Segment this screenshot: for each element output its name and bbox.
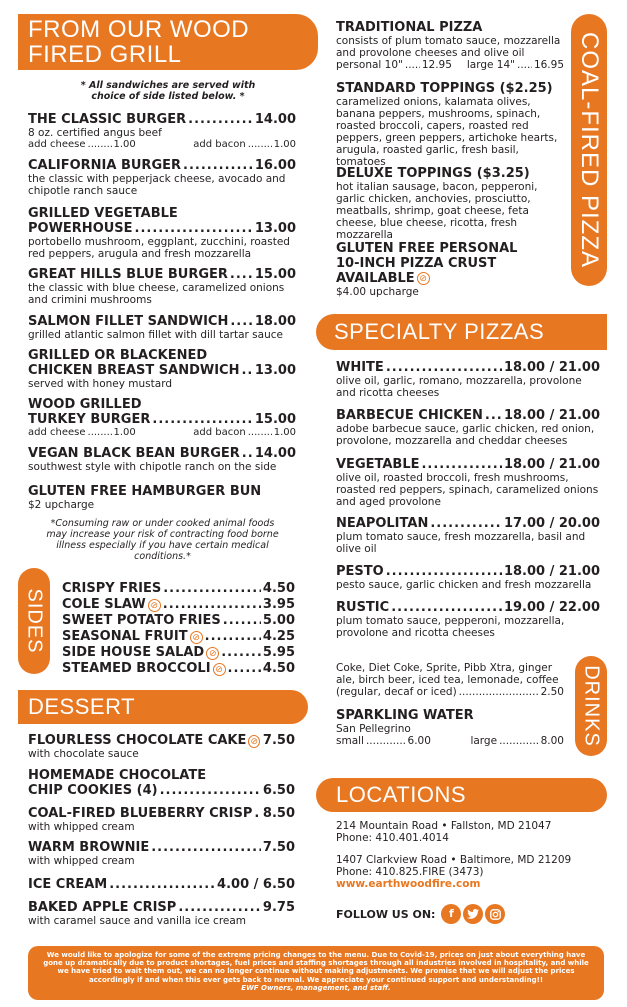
item-price: 18.00 / 21.00 <box>503 408 600 423</box>
sides-list <box>62 581 295 676</box>
menu-item-chicken-breast-sandwich <box>28 348 296 390</box>
item-name: HOMEMADE CHOCOLATE <box>28 768 207 783</box>
grill-note: * All sandwiches are served with choice of side listed below. * <box>80 80 256 102</box>
item-desc: caramelized onions, kalamata olives, banana peppers, mushrooms, spinach, roasted broccoli, capers, roasted red peppers, green peppers, artichoke hearts, arugula, roasted garlic, fresh basil, tomatoes <box>336 96 558 168</box>
item-desc: plum tomato sauce, pepperoni, mozzarella, provolone and ricotta cheeses <box>336 615 565 639</box>
gluten-free-icon: ⊘ <box>248 735 260 748</box>
dessert-flourless-cake <box>28 733 295 760</box>
item-name: FLOURLESS CHOCOLATE CAKE <box>28 733 247 748</box>
specialty-pesto <box>336 564 600 591</box>
menu-item-turkey-burger <box>28 397 296 439</box>
item-name: COAL-FIRED BLUEBERRY CRISP <box>28 806 253 821</box>
dessert-ice-cream <box>28 877 295 892</box>
dessert-header <box>18 690 308 724</box>
menu-item-salmon-fillet-sandwich <box>28 314 296 341</box>
item-name-2: TURKEY BURGER <box>28 412 151 427</box>
side-price: 5.95 <box>262 645 295 660</box>
item-desc: southwest style with chipotle ranch on the side <box>28 461 277 473</box>
item-price: 18.00 / 21.00 <box>503 360 600 375</box>
item-price: 13.00 <box>254 363 296 378</box>
item-price: 15.00 <box>254 267 296 282</box>
side-item <box>62 613 295 628</box>
item-price: 6.50 <box>262 783 295 798</box>
size-price: 12.95 <box>421 59 452 71</box>
notice-signature: EWF Owners, management, and staff. <box>241 983 391 992</box>
item-name-2: CHICKEN BREAST SANDWICH <box>28 363 240 378</box>
item-desc: $2 upcharge <box>28 499 95 511</box>
drinks-sodas <box>336 662 564 698</box>
item-name: PESTO <box>336 564 384 579</box>
side-item <box>62 661 295 676</box>
side-price: 3.95 <box>262 597 295 612</box>
specialty-barbecue-chicken <box>336 408 600 447</box>
specialty-pizzas-header-text: SPECIALTY PIZZAS <box>334 319 545 344</box>
item-desc: hot italian sausage, bacon, pepperoni, garlic chicken, anchovies, prosciutto, meatballs, shrimp, goat cheese, feta cheese, blue cheese, ricotta, fresh mozzarella <box>336 181 538 241</box>
item-desc: with chocolate sauce <box>28 748 139 760</box>
item-desc: 8 oz. certified angus beef <box>28 127 162 139</box>
traditional-pizza <box>336 20 564 71</box>
size-label: personal 10" <box>336 59 403 71</box>
facebook-icon[interactable]: f <box>441 904 461 924</box>
gluten-free-icon: ⊘ <box>190 631 203 644</box>
item-name: ICE CREAM <box>28 877 108 892</box>
item-price: 16.00 <box>254 158 296 173</box>
deluxe-toppings <box>336 166 564 241</box>
item-name: WARM BROWNIE <box>28 840 150 855</box>
item-desc: portobello mushroom, eggplant, zucchini, roasted red peppers, arugula and fresh mozzarella <box>28 236 290 260</box>
item-name: GRILLED OR BLACKENED <box>28 348 208 363</box>
item-desc: consists of plum tomato sauce, mozzarella and provolone cheeses and olive oil <box>336 35 561 59</box>
specialty-vegetable <box>336 457 600 508</box>
item-price: 14.00 <box>254 446 296 461</box>
side-item <box>62 597 295 612</box>
size-price: 8.00 <box>540 735 564 747</box>
menu-item-vegan-black-bean-burger <box>28 446 296 473</box>
side-name: COLE SLAW <box>62 597 146 612</box>
gluten-free-icon: ⊘ <box>206 647 219 660</box>
drinks-tab <box>575 656 607 756</box>
dessert-warm-brownie <box>28 840 295 867</box>
item-name: GLUTEN FREE HAMBURGER BUN <box>28 484 262 499</box>
menu-item-gluten-free-bun <box>28 484 296 511</box>
side-name: STEAMED BROCCOLI <box>62 661 211 676</box>
item-desc: with caramel sauce and vanilla ice cream <box>28 915 247 927</box>
item-price: 19.00 / 22.00 <box>503 600 600 615</box>
standard-toppings <box>336 81 564 168</box>
locations-list <box>336 820 596 890</box>
item-name: NEAPOLITAN <box>336 516 429 531</box>
dessert-cookies <box>28 768 295 798</box>
item-price: 18.00 / 21.00 <box>503 564 600 579</box>
drinks-sparkling-water <box>336 708 564 747</box>
menu-item-great-hills-blue-burger <box>28 267 296 306</box>
item-name-3: AVAILABLE <box>336 271 415 286</box>
sides-tab <box>18 568 50 674</box>
item-desc: the classic with blue cheese, caramelized onions and crimini mushrooms <box>28 282 285 306</box>
size-label: large <box>470 735 498 747</box>
addon-label: add cheese <box>28 427 86 438</box>
item-name: GLUTEN FREE PERSONAL <box>336 241 518 256</box>
item-price: 15.00 <box>254 412 296 427</box>
drinks-sodas-price: 2.50 <box>540 686 564 698</box>
item-desc: $4.00 upcharge <box>336 286 419 298</box>
specialty-pizzas-header <box>316 314 607 350</box>
item-name: SALMON FILLET SANDWICH <box>28 314 229 329</box>
item-name-2: POWERHOUSE <box>28 221 133 236</box>
item-name-2: CHIP COOKIES (4) <box>28 783 158 798</box>
item-name: WOOD GRILLED <box>28 397 142 412</box>
side-name: SIDE HOUSE SALAD <box>62 645 205 660</box>
locations-header <box>316 778 607 812</box>
size-price: 16.95 <box>533 59 564 71</box>
grill-header-text: FROM OUR WOOD FIRED GRILL <box>28 16 250 68</box>
website-link[interactable]: www.earthwoodfire.com <box>336 878 481 890</box>
item-name: TRADITIONAL PIZZA <box>336 20 483 35</box>
addon-price: 1.00 <box>113 427 136 438</box>
item-name: SPARKLING WATER <box>336 708 474 723</box>
item-price: 18.00 / 21.00 <box>503 457 600 472</box>
dessert-baked-apple-crisp <box>28 900 295 927</box>
location-2-address: 1407 Clarkview Road • Baltimore, MD 21209 <box>336 854 572 866</box>
side-name: SEASONAL FRUIT <box>62 629 188 644</box>
specialty-neapolitan <box>336 516 600 555</box>
coal-fired-pizza-tab <box>571 14 607 286</box>
sides-tab-text: SIDES <box>23 588 46 654</box>
item-name: THE CLASSIC BURGER <box>28 112 187 127</box>
side-price: 4.25 <box>262 629 295 644</box>
item-name: VEGAN BLACK BEAN BURGER <box>28 446 240 461</box>
drinks-sodas-options: (regular, decaf or iced) <box>336 686 457 698</box>
item-price: 13.00 <box>254 221 296 236</box>
item-desc: with whipped cream <box>28 821 135 833</box>
size-price: 6.00 <box>407 735 431 747</box>
item-name: GREAT HILLS BLUE BURGER <box>28 267 228 282</box>
menu-item-california-burger <box>28 158 296 197</box>
raw-food-note: *Consuming raw or under cooked animal foods may increase your risk of contracting food borne illness especially if you have certain medical conditions.* <box>46 518 279 562</box>
item-desc: the classic with pepperjack cheese, avocado and chipotle ranch sauce <box>28 173 286 197</box>
item-desc: adobe barbecue sauce, garlic chicken, red onion, provolone, mozzarella and cheddar cheeses <box>336 423 595 447</box>
dessert-header-text: DESSERT <box>28 694 136 719</box>
covid-price-notice <box>28 946 604 1000</box>
dessert-blueberry-crisp <box>28 806 295 833</box>
item-desc: olive oil, garlic, romano, mozzarella, provolone and ricotta cheeses <box>336 375 582 399</box>
item-price: 4.00 / 6.50 <box>217 877 295 892</box>
item-name-2: 10-INCH PIZZA CRUST <box>336 256 497 271</box>
gluten-free-icon: ⊘ <box>213 663 226 676</box>
item-desc: plum tomato sauce, fresh mozzarella, basil and olive oil <box>336 531 586 555</box>
side-item <box>62 581 295 596</box>
size-label: large 14" <box>466 59 515 71</box>
side-name: SWEET POTATO FRIES <box>62 613 221 628</box>
drinks-sodas-list: Coke, Diet Coke, Sprite, Pibb Xtra, ginger ale, birch beer, iced tea, lemonade, coffee <box>336 662 559 686</box>
addon-price: 1.00 <box>273 427 296 438</box>
follow-us <box>336 904 536 924</box>
item-name: WHITE <box>336 360 384 375</box>
specialty-white <box>336 360 600 399</box>
instagram-icon[interactable] <box>485 904 505 924</box>
drinks-tab-text: DRINKS <box>580 665 603 747</box>
twitter-icon[interactable] <box>463 904 483 924</box>
gluten-free-icon: ⊘ <box>417 272 430 285</box>
addon-price: 1.00 <box>273 139 296 150</box>
location-1-address: 214 Mountain Road • Fallston, MD 21047 <box>336 820 552 832</box>
addon-label: add bacon <box>193 139 246 150</box>
grill-header <box>18 14 318 70</box>
item-price: 18.00 <box>254 314 296 329</box>
follow-us-label: FOLLOW US ON: <box>336 907 436 921</box>
item-price: 9.75 <box>262 900 295 915</box>
item-desc: served with honey mustard <box>28 378 172 390</box>
addon-label: add cheese <box>28 139 86 150</box>
item-name: GRILLED VEGETABLE <box>28 206 178 221</box>
menu-item-vegetable-powerhouse <box>28 206 296 260</box>
notice-text: We would like to apologize for some of the extreme pricing changes to the menu. Due to Covid-19, prices on just about everything have gone up dramatically due to product shortages, fuel prices and staffing shortages through all industries involved in hospitality, and while we have tried to wait them out, we can no longer continue without making adjustments. We promise that we will adjust the prices accordingly if and when this ever gets back to normal. We appreciate your continued support and understanding!! <box>43 951 589 984</box>
coal-fired-pizza-tab-text: COAL-FIRED PIZZA <box>576 31 603 269</box>
item-price: 7.50 <box>262 733 295 748</box>
item-name: VEGETABLE <box>336 457 420 472</box>
item-desc: with whipped cream <box>28 855 135 867</box>
location-1-phone: Phone: 410.401.4014 <box>336 832 449 844</box>
item-name: STANDARD TOPPINGS ($2.25) <box>336 81 553 96</box>
gluten-free-icon: ⊘ <box>148 599 161 612</box>
menu-item-classic-burger <box>28 112 296 151</box>
item-desc: grilled atlantic salmon fillet with dill tartar sauce <box>28 329 283 341</box>
item-desc: pesto sauce, garlic chicken and fresh mozzarella <box>336 579 592 591</box>
item-price: 17.00 / 20.00 <box>503 516 600 531</box>
side-item <box>62 645 295 660</box>
item-name: DELUXE TOPPINGS ($3.25) <box>336 166 530 181</box>
addon-label: add bacon <box>193 427 246 438</box>
item-name: BARBECUE CHICKEN <box>336 408 483 423</box>
side-price: 5.00 <box>262 613 295 628</box>
size-label: small <box>336 735 364 747</box>
locations-header-text: LOCATIONS <box>336 782 467 807</box>
specialty-rustic <box>336 600 600 639</box>
item-desc: olive oil, roasted broccoli, fresh mushrooms, roasted red peppers, spinach, caramelized onions and aged provolone <box>336 472 599 508</box>
side-item <box>62 629 295 644</box>
addon-price: 1.00 <box>113 139 136 150</box>
item-desc: San Pellegrino <box>336 723 411 735</box>
item-name: BAKED APPLE CRISP <box>28 900 177 915</box>
gluten-free-pizza-crust <box>336 241 564 298</box>
location-2-phone: Phone: 410.825.FIRE (3473) <box>336 866 484 878</box>
item-name: RUSTIC <box>336 600 390 615</box>
side-price: 4.50 <box>262 661 295 676</box>
item-price: 7.50 <box>262 840 295 855</box>
side-name: CRISPY FRIES <box>62 581 162 596</box>
item-name: CALIFORNIA BURGER <box>28 158 182 173</box>
side-price: 4.50 <box>262 581 295 596</box>
item-price: 8.50 <box>262 806 295 821</box>
item-price: 14.00 <box>254 112 296 127</box>
